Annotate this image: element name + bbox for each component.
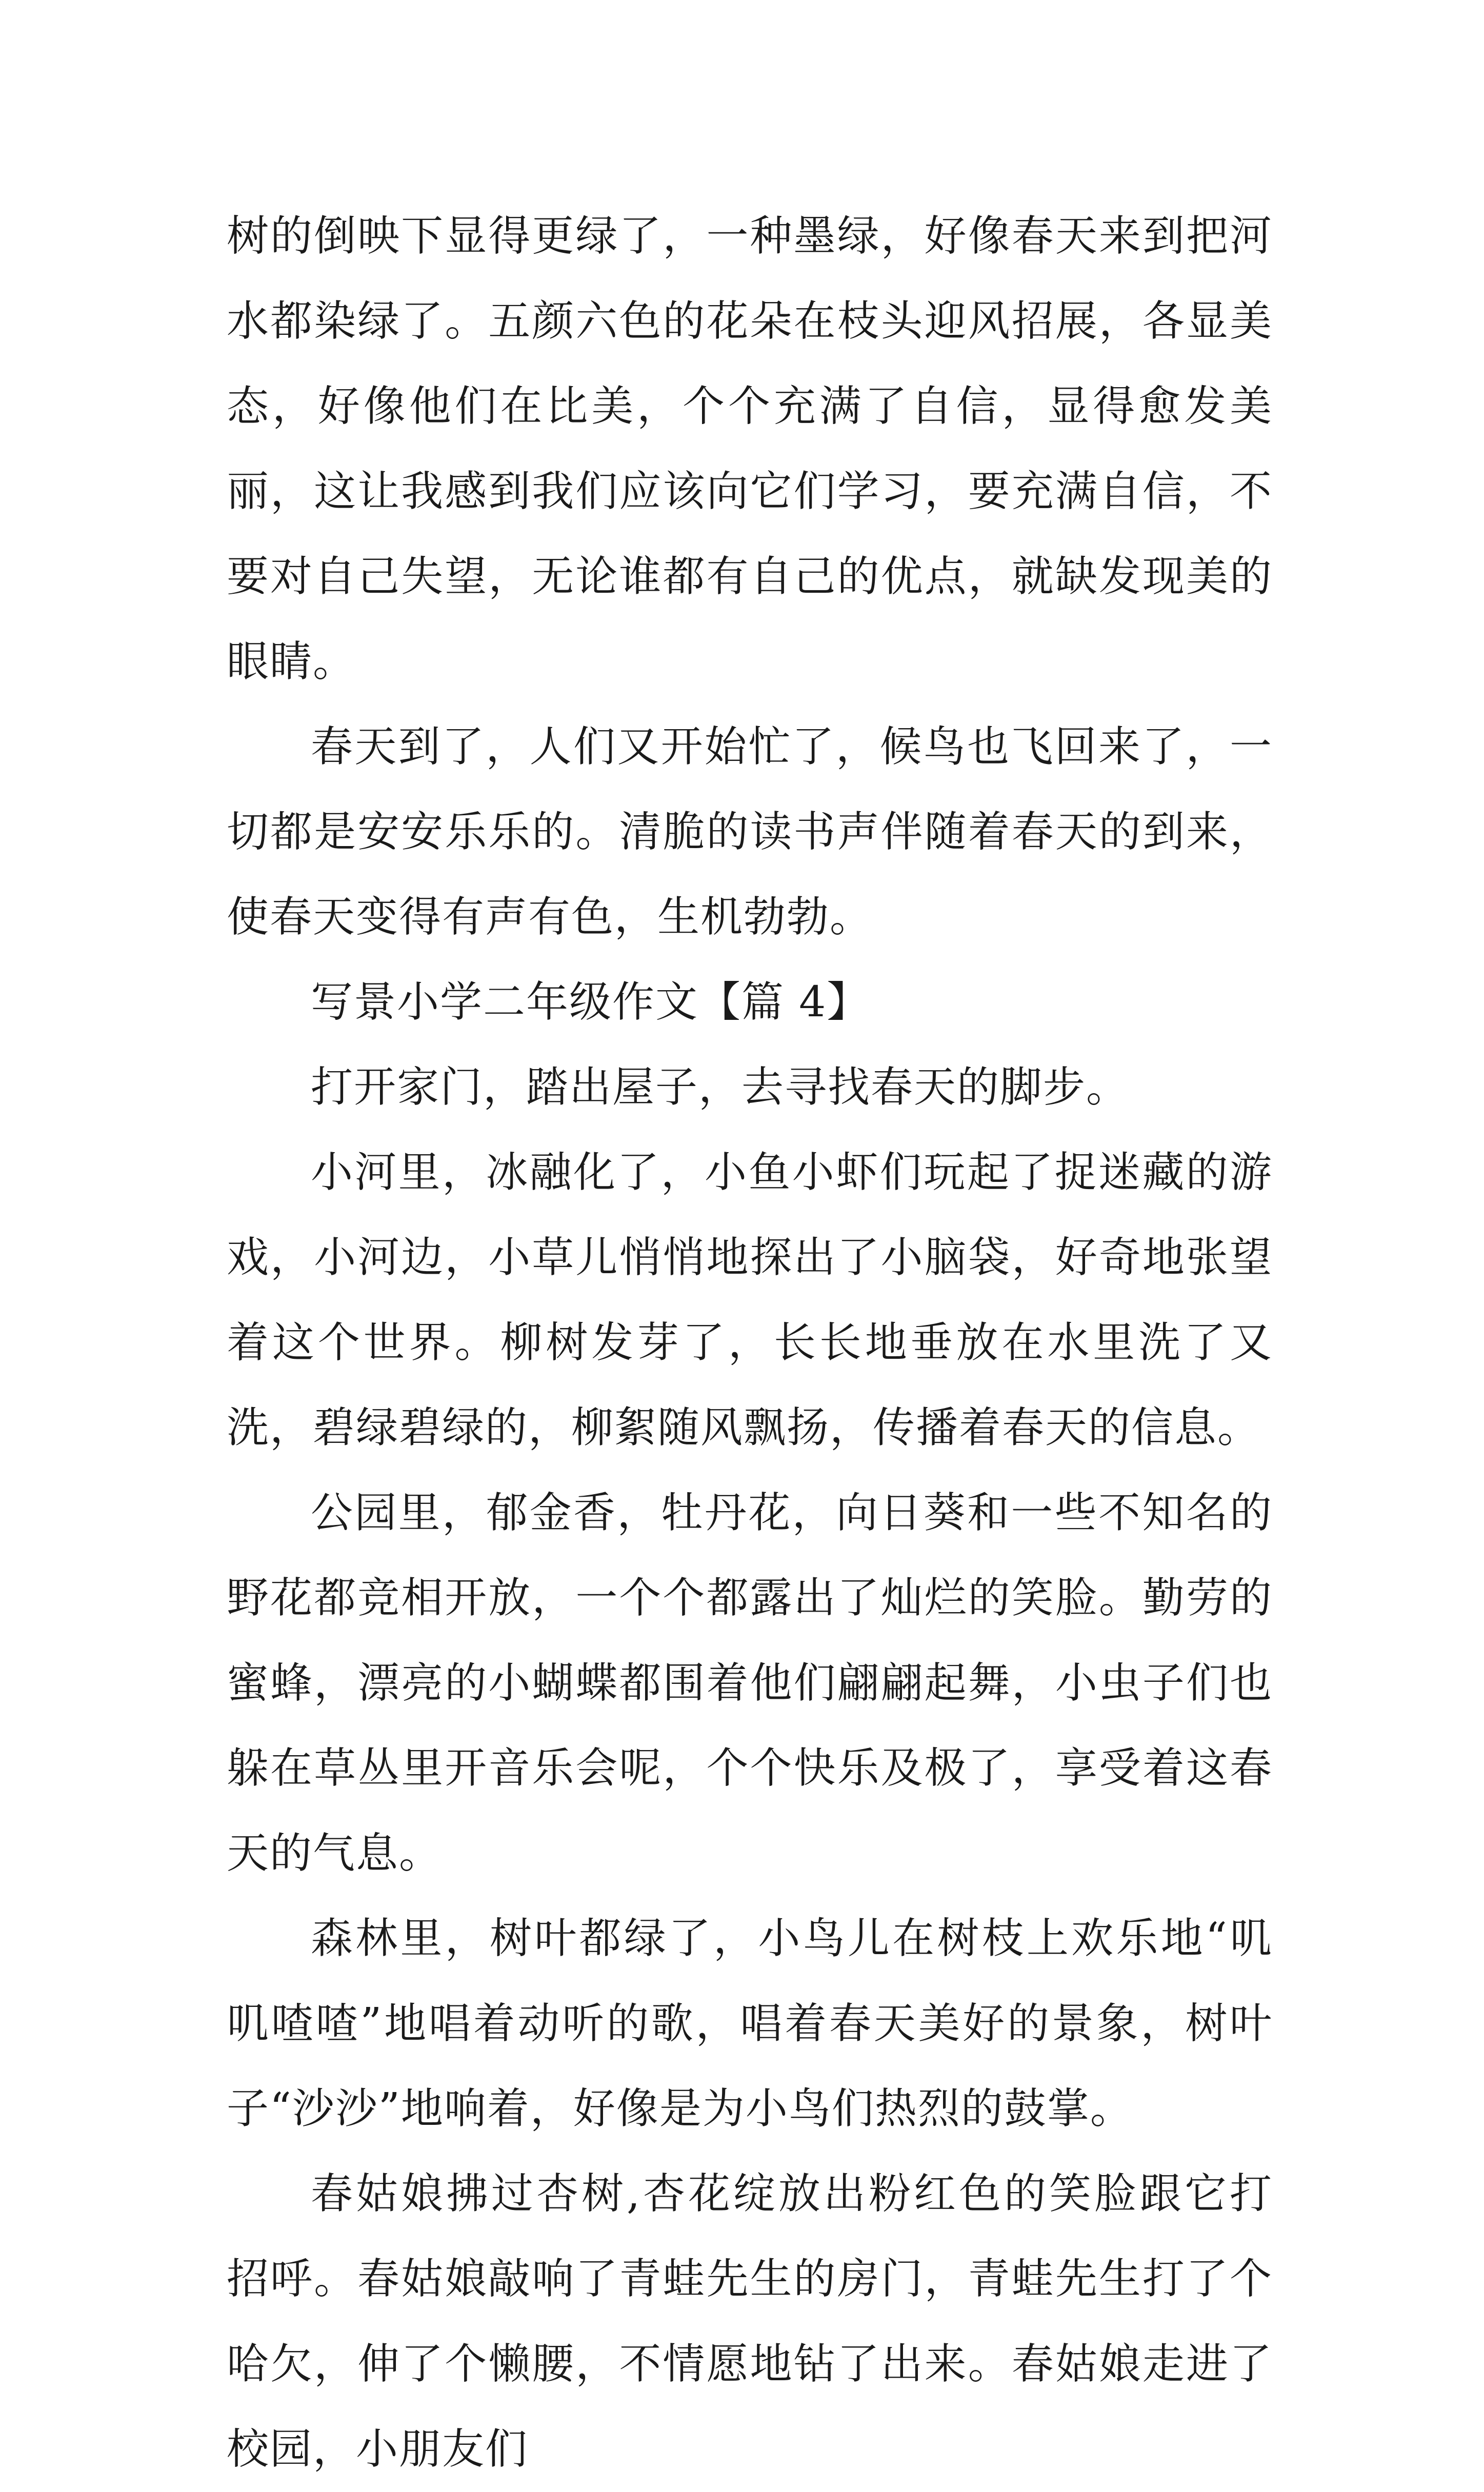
paragraph: 小河里，冰融化了，小鱼小虾们玩起了捉迷藏的游戏，小河边，小草儿悄悄地探出了小脑袋，好奇地张望着这个世界。柳树发芽了，长长地垂放在水里洗了又洗，碧绿碧绿的，柳絮随风飘扬，传播着春天的信息。 bbox=[227, 1148, 1273, 1452]
document-body bbox=[227, 194, 1273, 2492]
paragraph: 春天到了，人们又开始忙了，候鸟也飞回来了，一切都是安安乐乐的。清脆的读书声伴随着春天的到来，使春天变得有声有色，生机勃勃。 bbox=[227, 722, 1273, 941]
section-heading: 写景小学二年级作文【篇 4】 bbox=[311, 978, 870, 1027]
paragraph: 森林里，树叶都绿了，小鸟儿在树枝上欢乐地“叽叽喳喳”地唱着动听的歌，唱着春天美好的景象，树叶子“沙沙”地响着，好像是为小鸟们热烈的鼓掌。 bbox=[227, 1914, 1273, 2133]
paragraph: 打开家门，踏出屋子，去寻找春天的脚步。 bbox=[311, 1063, 1130, 1112]
paragraph-continued: 树的倒映下显得更绿了，一种墨绿，好像春天来到把河水都染绿了。五颜六色的花朵在枝头迎风招展，各显美态，好像他们在比美，个个充满了自信，显得愈发美丽，这让我感到我们应该向它们学习，要充满自信，不要对自己失望，无论谁都有自己的优点，就缺发现美的眼睛。 bbox=[227, 212, 1273, 686]
paragraph: 公园里，郁金香，牡丹花，向日葵和一些不知名的野花都竞相开放，一个个都露出了灿烂的笑脸。勤劳的蜜蜂，漂亮的小蝴蝶都围着他们翩翩起舞，小虫子们也躲在草丛里开音乐会呢，个个快乐及极了，享受着这春天的气息。 bbox=[227, 1489, 1273, 1878]
paragraph: 春姑娘拂过杏树,杏花绽放出粉红色的笑脸跟它打招呼。春姑娘敲响了青蛙先生的房门，青蛙先生打了个哈欠，伸了个懒腰，不情愿地钻了出来。春姑娘走进了校园，小朋友们 bbox=[227, 2169, 1273, 2474]
